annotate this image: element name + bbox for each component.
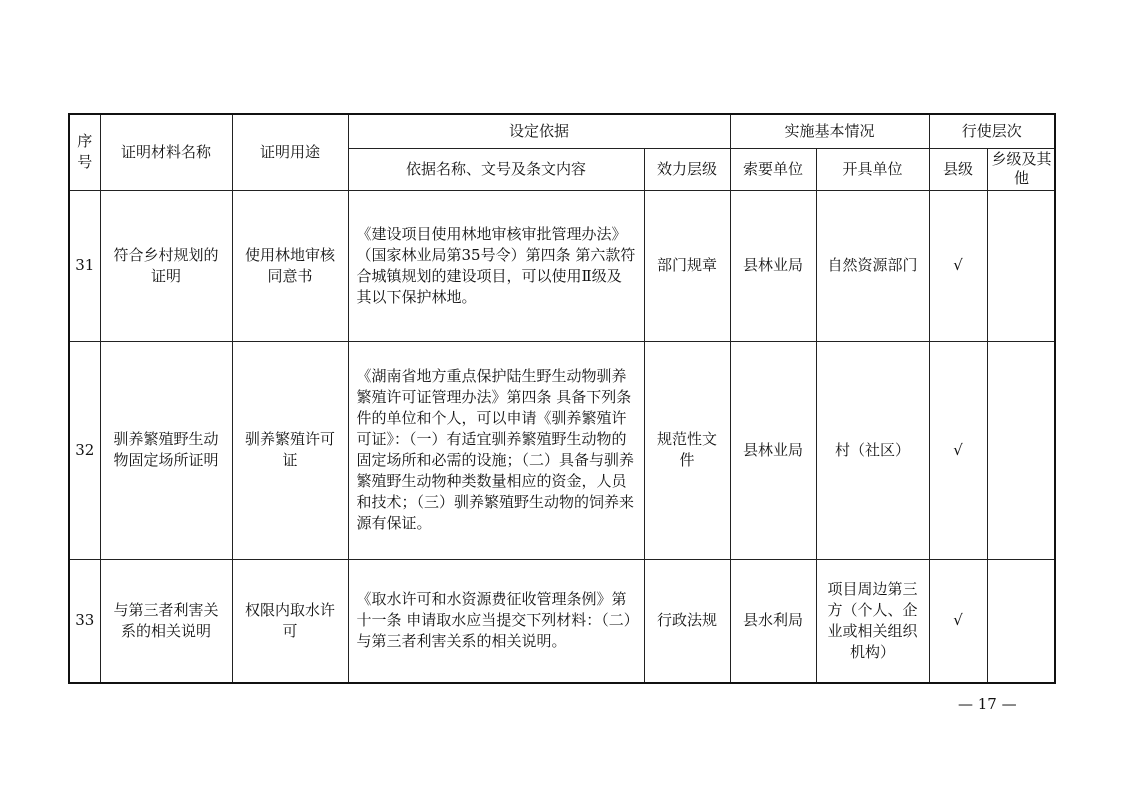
row-use: 使用林地审核同意书 <box>232 190 348 341</box>
row-use: 驯养繁殖许可证 <box>232 341 348 559</box>
header-level-group: 行使层次 <box>929 114 1055 148</box>
table-row <box>69 190 1055 341</box>
row-basis: 《建设项目使用林地审核审批管理办法》（国家林业局第35号令）第四条 第六款符合城镇规划的建设项目，可以使用Ⅱ级及其以下保护林地。 <box>348 190 644 341</box>
row-town-check <box>987 190 1055 341</box>
header-use: 证明用途 <box>232 114 348 190</box>
header-basis-level: 效力层级 <box>644 148 730 190</box>
row-level: 行政法规 <box>644 559 730 683</box>
row-issue-unit: 村（社区） <box>816 341 929 559</box>
table-row <box>69 559 1055 683</box>
row-seq: 32 <box>69 341 100 559</box>
row-request-unit: 县林业局 <box>730 190 816 341</box>
header-level-county: 县级 <box>929 148 987 190</box>
row-county-check: √ <box>929 341 987 559</box>
row-use: 权限内取水许可 <box>232 559 348 683</box>
row-request-unit: 县水利局 <box>730 559 816 683</box>
row-request-unit: 县林业局 <box>730 341 816 559</box>
header-row-1 <box>69 114 1055 148</box>
row-county-check: √ <box>929 190 987 341</box>
header-impl-issue: 开具单位 <box>816 148 929 190</box>
header-name: 证明材料名称 <box>100 114 232 190</box>
row-name: 符合乡村规划的证明 <box>100 190 232 341</box>
row-town-check <box>987 341 1055 559</box>
row-name: 驯养繁殖野生动物固定场所证明 <box>100 341 232 559</box>
row-basis: 《湖南省地方重点保护陆生野生动物驯养繁殖许可证管理办法》第四条 具备下列条件的单位和个人，可以申请《驯养繁殖许可证》：（一）有适宜驯养繁殖野生动物的固定场所和必需的设施；（二）具备与驯养繁殖野生动物种类数量相应的资金，人员和技术；（三）驯养繁殖野生动物的饲养来源有保证。 <box>348 341 644 559</box>
row-level: 规范性文件 <box>644 341 730 559</box>
header-seq: 序号 <box>69 114 100 190</box>
row-seq: 33 <box>69 559 100 683</box>
table-row <box>69 341 1055 559</box>
row-issue-unit: 项目周边第三方（个人、企业或相关组织机构） <box>816 559 929 683</box>
row-issue-unit: 自然资源部门 <box>816 190 929 341</box>
page-number: — 17 — <box>958 695 1017 713</box>
header-basis-content: 依据名称、文号及条文内容 <box>348 148 644 190</box>
row-level: 部门规章 <box>644 190 730 341</box>
header-impl-group: 实施基本情况 <box>730 114 929 148</box>
row-town-check <box>987 559 1055 683</box>
row-seq: 31 <box>69 190 100 341</box>
row-basis: 《取水许可和水资源费征收管理条例》第十一条 申请取水应当提交下列材料：（二）与第三者利害关系的相关说明。 <box>348 559 644 683</box>
header-basis-group: 设定依据 <box>348 114 730 148</box>
row-name: 与第三者利害关系的相关说明 <box>100 559 232 683</box>
certificate-table <box>68 113 1056 684</box>
row-county-check: √ <box>929 559 987 683</box>
header-impl-request: 索要单位 <box>730 148 816 190</box>
header-level-town: 乡级及其他 <box>987 148 1055 190</box>
